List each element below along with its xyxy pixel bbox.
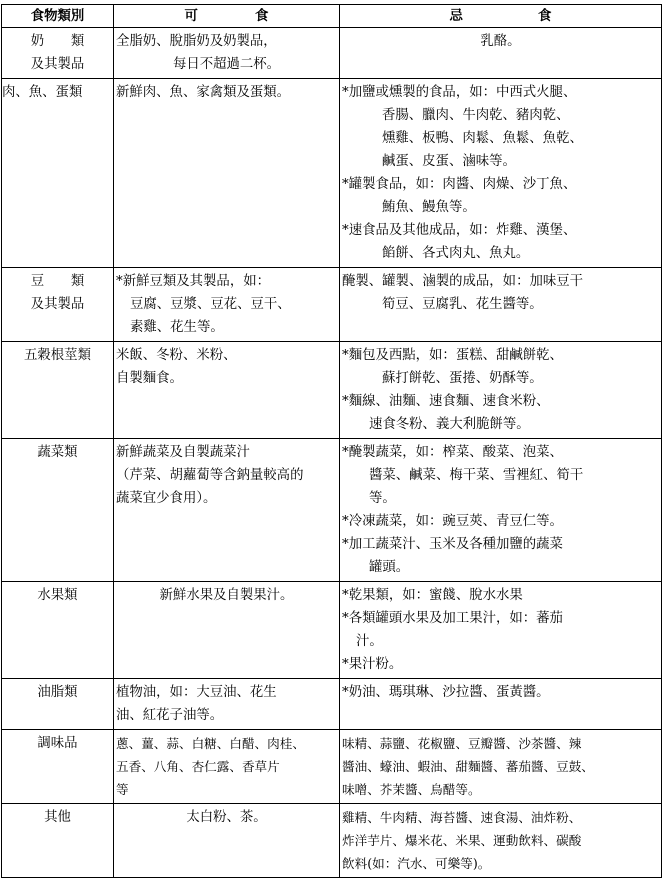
avoid-cell: 雞精、牛肉精、海苔醬、速食湯、油炸粉、 炸洋芋片、爆米花、米果、運動飲料、碳酸 飲料(如：汽水、可樂等)。 — [340, 804, 662, 878]
avoid-cell: 味精、蒜鹽、花椒鹽、豆瓣醬、沙茶醬、辣 醬油、蠔油、蝦油、甜麵醬、蕃茄醬、豆鼓、 味噌、芥茉醬、烏醋等。 — [340, 730, 662, 804]
category-cell: 奶 類 及其製品 — [2, 28, 114, 79]
category-cell: 調味品 — [2, 730, 114, 804]
allowed-cell: 太白粉、茶。 — [114, 804, 340, 878]
avoid-cell: *麵包及西點，如：蛋糕、甜鹹餅乾、 蘇打餅乾、蛋捲、奶酥等。 *麵線、油麵、速食麵、速食米粉、 速食冬粉、義大利脆餅等。 — [340, 342, 662, 439]
allowed-cell: 新鮮蔬菜及自製蔬菜汁 （芹菜、胡蘿蔔等含鈉量較高的 蔬菜宜少食用）。 — [114, 439, 340, 582]
avoid-cell: *奶油、瑪琪琳、沙拉醬、蛋黃醬。 — [340, 679, 662, 730]
allowed-cell: 新鮮水果及自製果汁。 — [114, 582, 340, 679]
header-category: 食物類別 — [2, 5, 114, 28]
table-row — [2, 79, 662, 268]
table-row — [2, 804, 662, 878]
category-cell: 五穀根莖類 — [2, 342, 114, 439]
diet-table — [1, 4, 662, 878]
table-row — [2, 730, 662, 804]
allowed-cell: 植物油，如：大豆油、花生 油、紅花子油等。 — [114, 679, 340, 730]
category-cell: 蔬菜類 — [2, 439, 114, 582]
avoid-cell: *乾果類，如：蜜餞、脫水水果 *各類罐頭水果及加工果汁，如：蕃茄 汁。 *果汁粉。 — [340, 582, 662, 679]
allowed-cell: 米飯、冬粉、米粉、 自製麵食。 — [114, 342, 340, 439]
header-row — [2, 5, 662, 28]
table-row — [2, 582, 662, 679]
allowed-cell: 蔥、薑、蒜、白糖、白醋、肉桂、 五香、八角、杏仁露、香草片 等 — [114, 730, 340, 804]
table-row — [2, 268, 662, 342]
avoid-cell: 乳酪。 — [340, 28, 662, 79]
table-row — [2, 679, 662, 730]
table-row — [2, 439, 662, 582]
table-row — [2, 342, 662, 439]
allowed-cell: *新鮮豆類及其製品，如： 豆腐、豆漿、豆花、豆干、 素雞、花生等。 — [114, 268, 340, 342]
allowed-cell: 新鮮肉、魚、家禽類及蛋類。 — [114, 79, 340, 268]
avoid-cell: 醃製、罐製、滷製的成品，如：加味豆干 筍豆、豆腐乳、花生醬等。 — [340, 268, 662, 342]
category-cell: 油脂類 — [2, 679, 114, 730]
category-cell: 水果類 — [2, 582, 114, 679]
category-cell: 豆 類 及其製品 — [2, 268, 114, 342]
category-cell: 其他 — [2, 804, 114, 878]
header-allowed: 可 食 — [114, 5, 340, 28]
avoid-cell: *加鹽或燻製的食品，如：中西式火腿、 香腸、臘肉、牛肉乾、豬肉乾、 燻雞、板鴨、肉鬆、魚鬆、魚乾、 鹹蛋、皮蛋、滷味等。 *罐製食品，如：肉醬、肉燥、沙丁魚、 鮪魚、鰻魚等。 *速食品及其他成品，如：炸雞、漢堡、 餡餅、各式肉丸、魚丸。 — [340, 79, 662, 268]
allowed-cell: 全脂奶、脫脂奶及奶製品， 每日不超過二杯。 — [114, 28, 340, 79]
category-cell: 肉、魚、蛋類 — [2, 79, 114, 268]
table-row — [2, 28, 662, 79]
avoid-cell: *醃製蔬菜，如：榨菜、酸菜、泡菜、 醬菜、鹹菜、梅干菜、雪裡紅、筍干 等。 *冷凍蔬菜，如：豌豆莢、青豆仁等。 *加工蔬菜汁、玉米及各種加鹽的蔬菜 罐頭。 — [340, 439, 662, 582]
header-avoid: 忌 食 — [340, 5, 662, 28]
